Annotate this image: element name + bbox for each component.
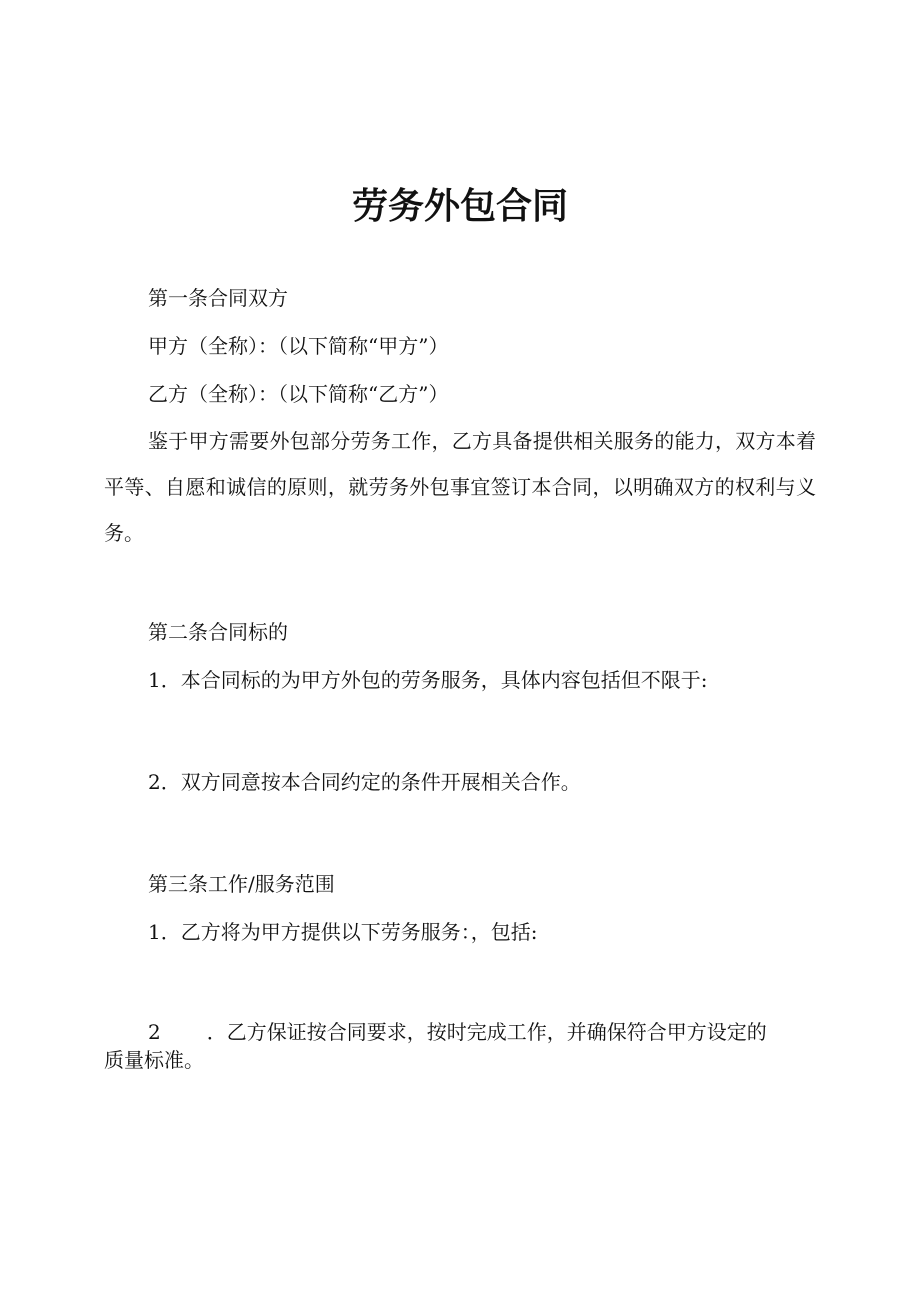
article-3-item-2-text: ．乙方保证按合同要求，按时完成工作，并确保符合甲方设定的 — [206, 1020, 767, 1044]
article-3-item-2-continuation: 质量标准。 — [104, 1048, 204, 1072]
preamble-paragraph: 鉴于甲方需要外包部分劳务工作，乙方具备提供相关服务的能力，双方本着平等、自愿和诚信的原则，就劳务外包事宜签订本合同，以明确双方的权利与义务。 — [104, 429, 816, 545]
article-3-heading: 第三条工作/服务范围 — [148, 872, 335, 896]
article-2-item-2: 2．双方同意按本合同约定的条件开展相关合作。 — [148, 770, 581, 794]
party-b-line: 乙方（全称）：（以下简称“乙方”） — [148, 382, 449, 406]
article-3-item-2 — [148, 1020, 767, 1044]
article-2-item-1: 1．本合同标的为甲方外包的劳务服务，具体内容包括但不限于: — [148, 668, 708, 692]
party-a-line: 甲方（全称）：（以下简称“甲方”） — [148, 334, 449, 358]
article-3-item-1: 1．乙方将为甲方提供以下劳务服务：，包括: — [148, 920, 538, 944]
article-1-heading: 第一条合同双方 — [148, 286, 288, 310]
article-2-heading: 第二条合同标的 — [148, 620, 288, 644]
article-3-item-2-number: 2 — [148, 1020, 161, 1044]
document-title: 劳务外包合同 — [351, 186, 568, 227]
